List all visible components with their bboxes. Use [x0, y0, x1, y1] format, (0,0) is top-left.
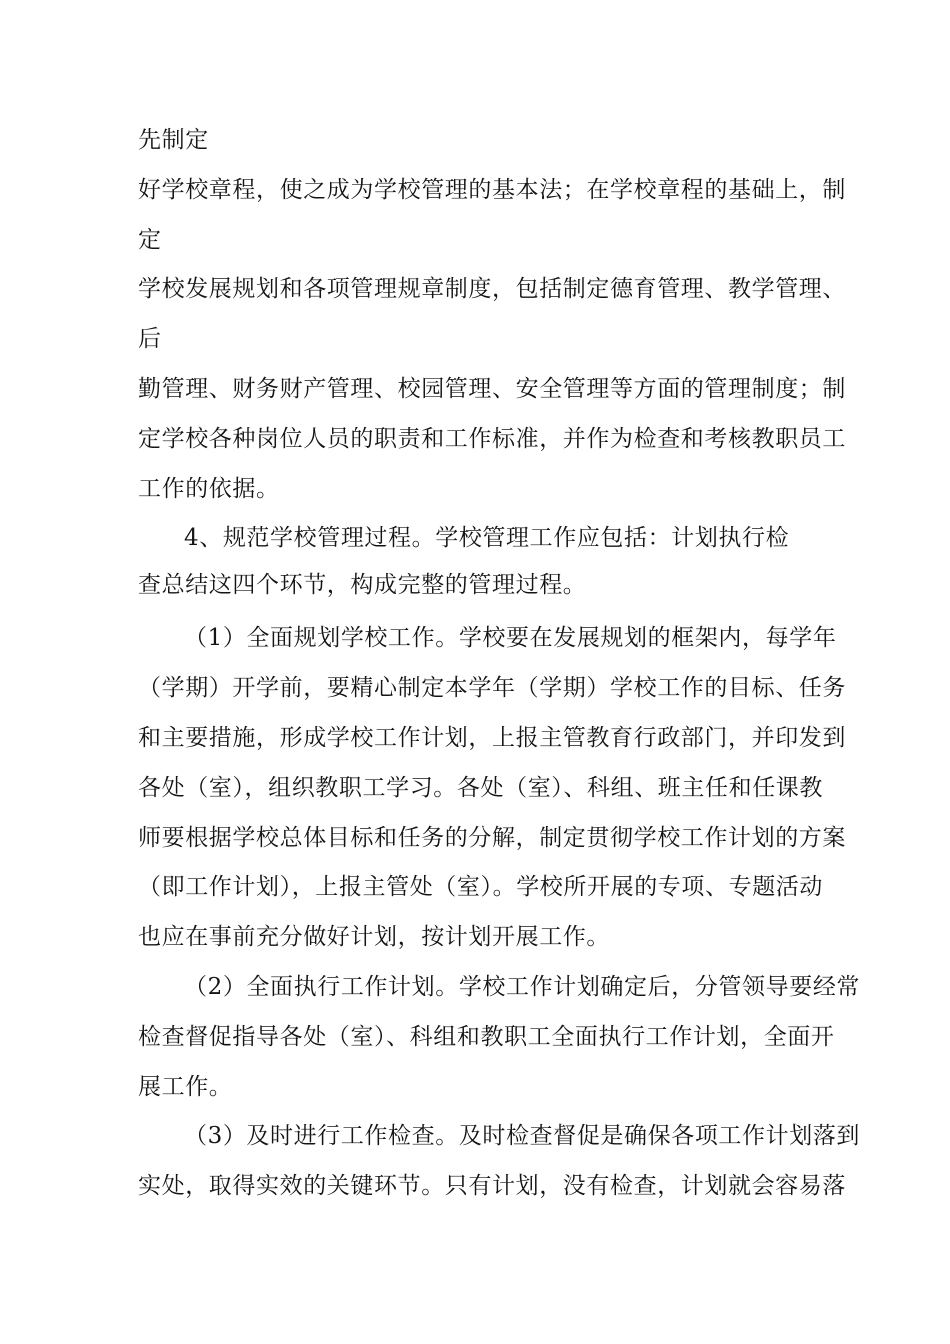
text-line: 各处（室），组织教职工学习。各处（室）、科组、班主任和任课教 — [138, 775, 823, 801]
text-line: 展工作。 — [138, 1074, 233, 1100]
text-line: 勤管理、财务财产管理、校园管理、安全管理等方面的管理制度；制 — [138, 376, 846, 402]
text-line: （即工作计划），上报主管处（室）。学校所开展的专项、专题活动 — [138, 874, 823, 900]
text-line: 师要根据学校总体目标和任务的分解，制定贯彻学校工作计划的方案 — [138, 825, 846, 851]
text-line: 和主要措施，形成学校工作计划，上报主管教育行政部门，并印发到 — [138, 725, 846, 751]
text-line: 先制定 — [138, 127, 209, 153]
text-line: 学校发展规划和各项管理规章制度，包括制定德育管理、教学管理、 — [138, 276, 846, 302]
text-line: 也应在事前充分做好计划，按计划开展工作。 — [138, 924, 610, 950]
text-line: （学期）开学前，要精心制定本学年（学期）学校工作的目标、任务 — [138, 675, 846, 701]
text-line: 定学校各种岗位人员的职责和工作标准，并作为检查和考核教职员工 — [138, 426, 846, 452]
text-line: （3）及时进行工作检查。及时检查督促是确保各项工作计划落到 — [184, 1123, 861, 1149]
text-line: （1）全面规划学校工作。学校要在发展规划的框架内，每学年 — [184, 625, 837, 651]
text-line: 4、规范学校管理过程。学校管理工作应包括：计划执行检 — [184, 525, 790, 551]
text-line: 后 — [138, 326, 162, 352]
text-line: 定 — [138, 227, 162, 253]
text-line: 实处，取得实效的关键环节。只有计划，没有检查，计划就会容易落 — [138, 1173, 846, 1199]
text-line: 检查督促指导各处（室）、科组和教职工全面执行工作计划，全面开 — [138, 1024, 835, 1050]
text-line: 查总结这四个环节，构成完整的管理过程。 — [138, 572, 587, 598]
text-line: 好学校章程，使之成为学校管理的基本法；在学校章程的基础上，制 — [138, 177, 846, 203]
text-line: （2）全面执行工作计划。学校工作计划确定后，分管领导要经常 — [184, 974, 861, 1000]
text-line: 工作的依据。 — [138, 476, 280, 502]
